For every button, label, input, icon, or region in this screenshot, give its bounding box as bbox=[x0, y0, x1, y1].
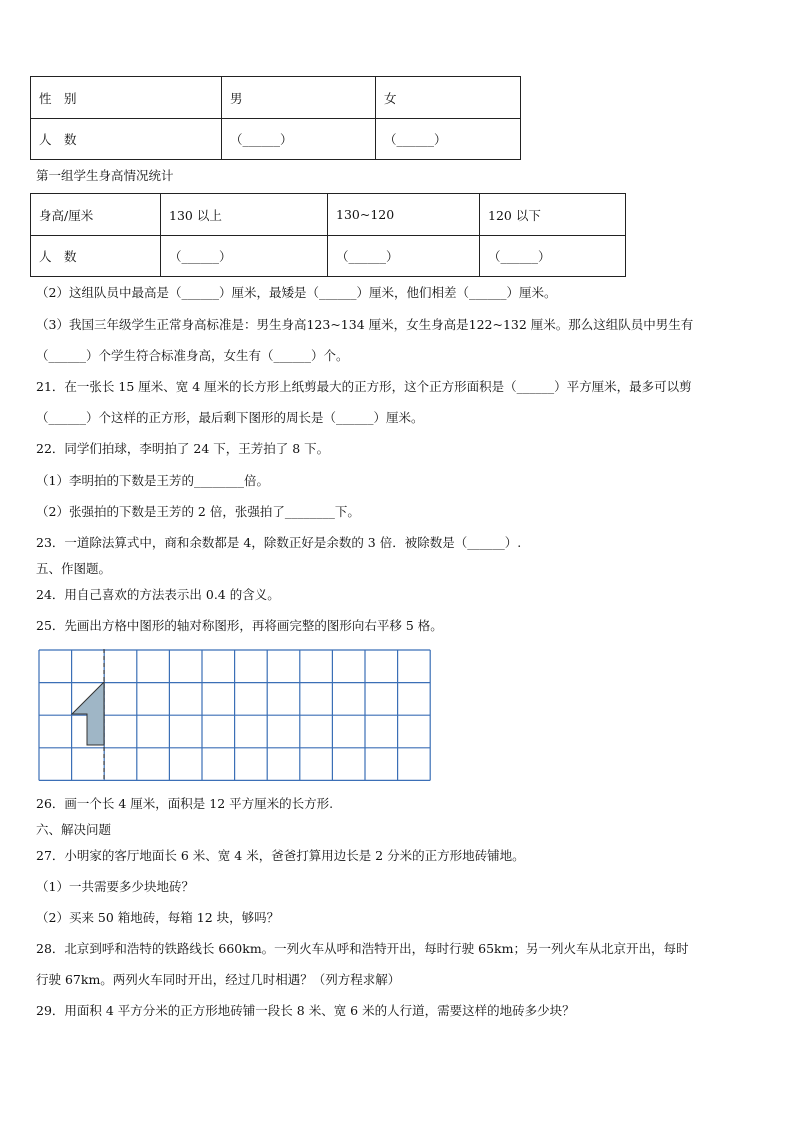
height-table bbox=[30, 193, 626, 277]
count-header-cell: 人 数 bbox=[31, 119, 222, 160]
q27-stem: 27．小明家的客厅地面长 6 米、宽 4 米，爸爸打算用边长是 2 分米的正方形地砖铺地。 bbox=[36, 848, 525, 863]
q22-part1: （1）李明拍的下数是王芳的________倍。 bbox=[36, 473, 269, 488]
male-count-blank: （______） bbox=[222, 119, 376, 160]
half-figure-shape bbox=[72, 682, 104, 745]
q22-part2: （2）张强拍的下数是王芳的 2 倍，张强拍了________下。 bbox=[36, 504, 360, 519]
height-table-caption: 第一组学生身高情况统计 bbox=[36, 168, 174, 183]
gender-header-cell: 性 别 bbox=[31, 77, 222, 119]
q23: 23．一道除法算式中，商和余数都是 4，除数正好是余数的 3 倍．被除数是（______）. bbox=[36, 535, 522, 550]
q22-stem: 22．同学们拍球，李明拍了 24 下，王芳拍了 8 下。 bbox=[36, 441, 330, 456]
female-count-blank: （______） bbox=[376, 119, 521, 160]
q24: 24．用自己喜欢的方法表示出 0.4 的含义。 bbox=[36, 587, 280, 602]
q20-part2: （2）这组队员中最高是（______）厘米，最矮是（______）厘米，他们相差（______）厘米。 bbox=[36, 285, 557, 300]
over-130-count-blank: （______） bbox=[161, 236, 328, 277]
under-120-count-blank: （______） bbox=[480, 236, 626, 277]
q26: 26．画一个长 4 厘米，面积是 12 平方厘米的长方形. bbox=[36, 796, 334, 811]
section6-heading: 六、解决问题 bbox=[36, 822, 112, 837]
q28-line1: 28．北京到呼和浩特的铁路线长 660km。一列火车从呼和浩特开出，每时行驶 65km；另一列火车从北京开出，每时 bbox=[36, 941, 689, 956]
gender-table bbox=[30, 76, 521, 160]
q27-part2: （2）买来 50 箱地砖，每箱 12 块，够吗？ bbox=[36, 910, 280, 925]
section5-heading: 五、作图题。 bbox=[36, 561, 112, 576]
height-count-header-cell: 人 数 bbox=[31, 236, 161, 277]
q21-line1: 21．在一张长 15 厘米、宽 4 厘米的长方形上纸剪最大的正方形，这个正方形面积是（______）平方厘米，最多可以剪 bbox=[36, 379, 692, 394]
height-over-130-cell: 130 以上 bbox=[161, 194, 328, 236]
square-grid bbox=[38, 649, 432, 781]
height-under-120-cell: 120 以下 bbox=[480, 194, 626, 236]
q21-line2: （______）个这样的正方形，最后剩下图形的周长是（______）厘米。 bbox=[36, 410, 424, 425]
q28-line2: 行驶 67km。两列火车同时开出，经过几时相遇？（列方程求解） bbox=[36, 972, 401, 987]
q25: 25．先画出方格中图形的轴对称图形，再将画完整的图形向右平移 5 格。 bbox=[36, 618, 443, 633]
q20-part3-line1: （3）我国三年级学生正常身高标准是：男生身高123~134 厘米，女生身高是122~132 厘米。那么这组队员中男生有 bbox=[36, 317, 694, 332]
gender-male-cell: 男 bbox=[222, 77, 376, 119]
q20-part3-line2: （______）个学生符合标准身高，女生有（______）个。 bbox=[36, 348, 349, 363]
between-count-blank: （______） bbox=[328, 236, 480, 277]
q27-part1: （1）一共需要多少块地砖？ bbox=[36, 879, 194, 894]
height-120-130-cell: 130~120 bbox=[328, 194, 480, 236]
gender-female-cell: 女 bbox=[376, 77, 521, 119]
q29: 29．用面积 4 平方分米的正方形地砖铺一段长 8 米、宽 6 米的人行道，需要这样的地砖多少块？ bbox=[36, 1003, 575, 1018]
height-header-cell: 身高/厘米 bbox=[31, 194, 161, 236]
